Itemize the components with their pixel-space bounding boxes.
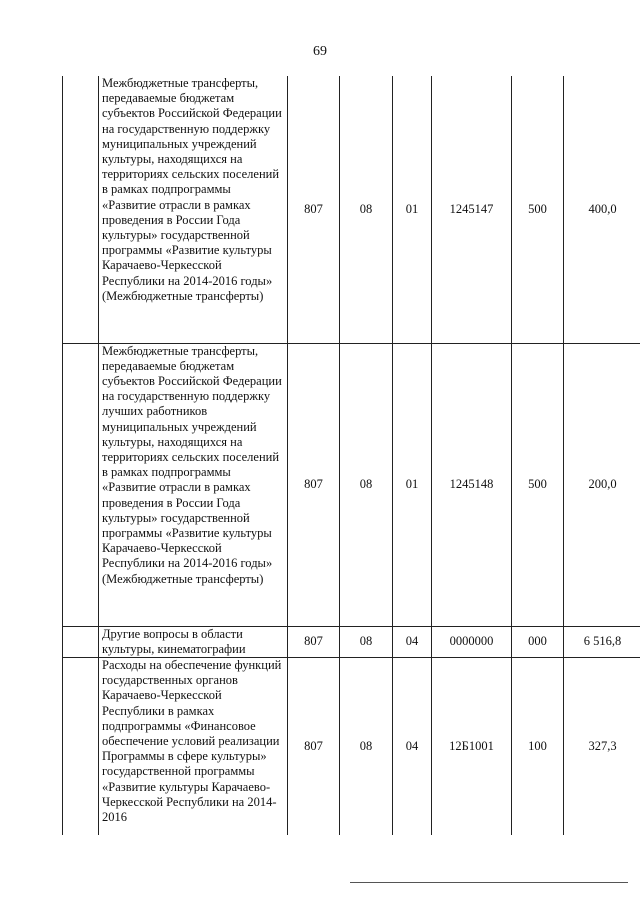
table-row [63, 626, 640, 657]
table-row [63, 657, 640, 835]
expense-type-cell: 500 [512, 343, 564, 626]
ministry-cell: 807 [288, 343, 340, 626]
section-cell: 08 [340, 626, 393, 657]
empty-cell [63, 657, 99, 835]
ministry-cell: 807 [288, 626, 340, 657]
target-article-cell: 12Б1001 [432, 657, 512, 835]
expense-type-cell: 100 [512, 657, 564, 835]
amount-cell: 6 516,8 [564, 626, 640, 657]
subsection-cell: 01 [393, 76, 432, 343]
section-cell: 08 [340, 76, 393, 343]
description-cell: Межбюджетные трансферты, передаваемые бюджетам субъектов Российской Федерации на государственную поддержку муниципальных учреждений культуры, находящихся на территориях сельских поселений в рамках подпрограммы «Развитие отрасли в рамках проведения в России Года культуры» государственной программы «Развитие культуры Карачаево-Черкесской Республики на 2014-2016 годы» (Межбюджетные трансферты) [99, 76, 288, 343]
footer-divider [350, 882, 628, 883]
empty-cell [63, 76, 99, 343]
empty-cell [63, 626, 99, 657]
amount-cell: 400,0 [564, 76, 640, 343]
ministry-cell: 807 [288, 657, 340, 835]
section-cell: 08 [340, 657, 393, 835]
description-cell: Межбюджетные трансферты, передаваемые бюджетам субъектов Российской Федерации на государственную поддержку лучших работников муниципальных учреждений культуры, находящихся на территориях сельских поселений в рамках подпрограммы «Развитие отрасли в рамках проведения в России Года культуры» государственной программы «Развитие культуры Карачаево-Черкесской Республики на 2014-2016 годы» (Межбюджетные трансферты) [99, 343, 288, 626]
target-article-cell: 1245148 [432, 343, 512, 626]
amount-cell: 200,0 [564, 343, 640, 626]
amount-cell: 327,3 [564, 657, 640, 835]
page-number: 69 [313, 44, 327, 59]
target-article-cell: 1245147 [432, 76, 512, 343]
budget-table [62, 76, 640, 835]
target-article-cell: 0000000 [432, 626, 512, 657]
subsection-cell: 01 [393, 343, 432, 626]
subsection-cell: 04 [393, 626, 432, 657]
table-row [63, 343, 640, 626]
subsection-cell: 04 [393, 657, 432, 835]
table-row [63, 76, 640, 343]
empty-cell [63, 343, 99, 626]
expense-type-cell: 000 [512, 626, 564, 657]
ministry-cell: 807 [288, 76, 340, 343]
section-cell: 08 [340, 343, 393, 626]
expense-type-cell: 500 [512, 76, 564, 343]
description-cell: Другие вопросы в области культуры, кинематографии [99, 626, 288, 657]
description-cell: Расходы на обеспечение функций государственных органов Карачаево-Черкесской Республики в рамках подпрограммы «Финансовое обеспечение условий реализации Программы в сфере культуры» государственной программы «Развитие культуры Карачаево-Черкесской Республики на 2014-2016 [99, 657, 288, 835]
